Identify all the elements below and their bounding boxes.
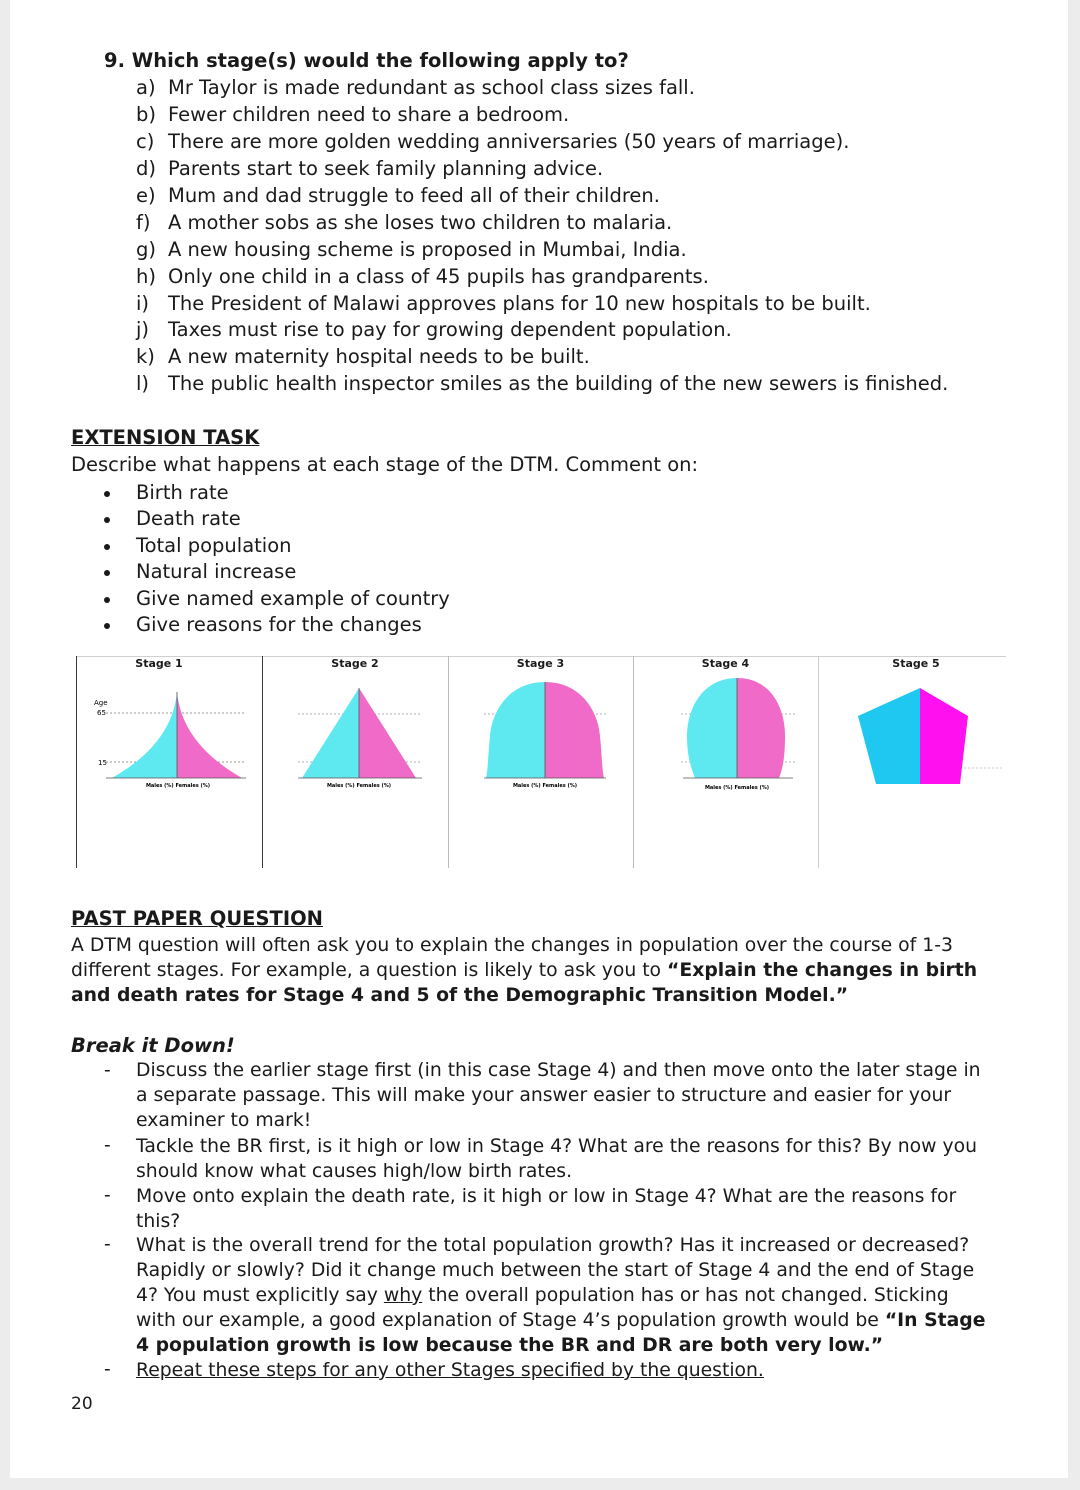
axis-caption: Males (%) Females (%) (326, 783, 392, 789)
males-area (112, 692, 177, 778)
stage-title: Stage 5 (892, 657, 940, 670)
bullet-icon (104, 491, 110, 497)
past-paper-line-3: and death rates for Stage 4 and 5 of the Demographic Transition Model.” (71, 985, 849, 1006)
step-4-text: What is the overall trend for the total population growth? Has it increased or decreased? Rapidly or slowly? Did it change much between the start of Stage 4 and the end of Stage 4? You must explicitly say why the overall population has or has not changed. Sticking with our example, a good explanation of Stage 4’s population growth would be “In Stage 4 population growth is low because the BR and DR are both very low.” (136, 1235, 986, 1356)
stage-3-pyramid (448, 674, 633, 814)
age-axis-label: Age (94, 699, 108, 707)
bullet-icon (104, 623, 110, 629)
males-area (486, 682, 545, 778)
document-page: 9. Which stage(s) would the following apply to? a) Mr Taylor is made redundant as school class sizes fall. b) Fewer children need to share a bedroom. c) There are more golden wedding anniversaries (50 years of marriage). d) Parents start to seek family planning advice. e) Mum and dad struggle to feed all of their children. f) A mother sobs as she loses two children to malaria. g) A new housing scheme is proposed in Mumbai, India. h) Only one child in a class of 45 pupils has grandparents. i) The President of Malawi approves plans for 10 new hospitals to be built. j) Taxes must rise to pay for growing dependent population. k) A new maternity hospital needs to be built. l) The public health inspector smiles as the building of the new sewers is finished. EXTENSION TASK Describe what happens at each stage of the DTM. Comment on: Birth rate Death rate Total population Natural increase Give named example of country Give reasons for the changes Stage 1 Age 65 15 Males (%) Females (%) Stage 2 Males (%) Females (%) Stage 3 Males (%) Females (%) Stage 4 Males (%) Females (%) Stage 5 PAST PAPER QUESTION A DTM question will often ask you to explain the changes in population over the course of 1-3 different stages. For example, a question is likely to ask you to “Explain the changes in birth and death rates for Stage 4 and 5 of the Demographic Transition Model.” Break it Down! - Discuss the earlier stage first (in this case Stage 4) and then move onto the later stage in a separate passage. This will make your answer easier to structure and easier for your examiner to mark! - Tackle the BR first, is it high or low in Stage 4? What are the reasons for this? By now you should know what causes high/low birth rates. - Move onto explain the death rate, is it high or low in Stage 4? What are the reasons for this? - What is the overall trend for the total population growth? Has it increased or decreased? Rapidly or slowly? Did it change much between the start of Stage 4 and the end of Stage 4? You must explicitly say why the overall population has or has not changed. Sticking with our example, a good explanation of Stage 4’s population growth would be “In Stage 4 population growth is low because the BR and DR are both very low.” - Repeat these steps for any other Stages specified by the question. 20 (10, 0, 1068, 1478)
step-1-text: Discuss the earlier stage first (in this case Stage 4) and then move onto the later stage in a separate passage. This will make your answer easier to structure and easier for your examiner to mark! (136, 1060, 981, 1131)
females-area (359, 688, 416, 778)
step-3-text: Move onto explain the death rate, is it high or low in Stage 4? What are the reasons for this? (136, 1186, 957, 1232)
age-15-label: 15 (98, 759, 107, 767)
stage-title: Stage 4 (701, 657, 750, 670)
stage-3-panel (448, 656, 633, 868)
break-down-heading: Break it Down! (71, 1034, 235, 1057)
past-paper-line-1: A DTM question will often ask you to explain the changes in population over the course of 1-3 (71, 935, 953, 956)
axis-caption: Males (%) Females (%) (512, 783, 578, 789)
bullet-icon (104, 597, 110, 603)
stage-1-pyramid (76, 674, 262, 814)
stage-2-pyramid (262, 674, 448, 814)
step-2-text: Tackle the BR first, is it high or low in Stage 4? What are the reasons for this? By now you should know what causes high/low birth rates. (136, 1136, 978, 1182)
females-area (920, 688, 968, 784)
males-area (687, 678, 737, 778)
stage-4-panel (633, 656, 818, 868)
stage-title: Stage 3 (516, 657, 565, 670)
past-paper-line-2: different stages. For example, a question is likely to ask you to “Explain the changes in birth (71, 960, 978, 981)
step-5-text: Repeat these steps for any other Stages specified by the question. (136, 1360, 764, 1381)
stage-5-panel (818, 656, 1008, 868)
axis-caption: Males (%) Females (%) (145, 783, 211, 789)
females-area (545, 682, 604, 778)
stage-2-panel (262, 656, 448, 868)
extension-heading: EXTENSION TASK (71, 426, 260, 449)
past-paper-heading: PAST PAPER QUESTION (71, 907, 323, 930)
axis-caption: Males (%) Females (%) (704, 785, 770, 791)
males-area (302, 688, 359, 778)
stage-title: Stage 2 (331, 657, 379, 670)
males-area (858, 688, 920, 784)
stage-1-panel (76, 656, 262, 868)
females-area (737, 678, 785, 778)
stage-5-pyramid (818, 674, 1008, 814)
stage-title: Stage 1 (135, 657, 183, 670)
age-65-label: 65 (97, 709, 106, 717)
page-number: 20 (71, 1394, 93, 1414)
question-9-heading: 9. Which stage(s) would the following apply to? (104, 49, 629, 72)
bullet-icon (104, 517, 110, 523)
extension-intro: Describe what happens at each stage of the DTM. Comment on: (71, 453, 699, 476)
stage-4-pyramid (633, 674, 818, 814)
bullet-icon (104, 570, 110, 576)
females-area (177, 692, 242, 778)
bullet-icon (104, 544, 110, 550)
